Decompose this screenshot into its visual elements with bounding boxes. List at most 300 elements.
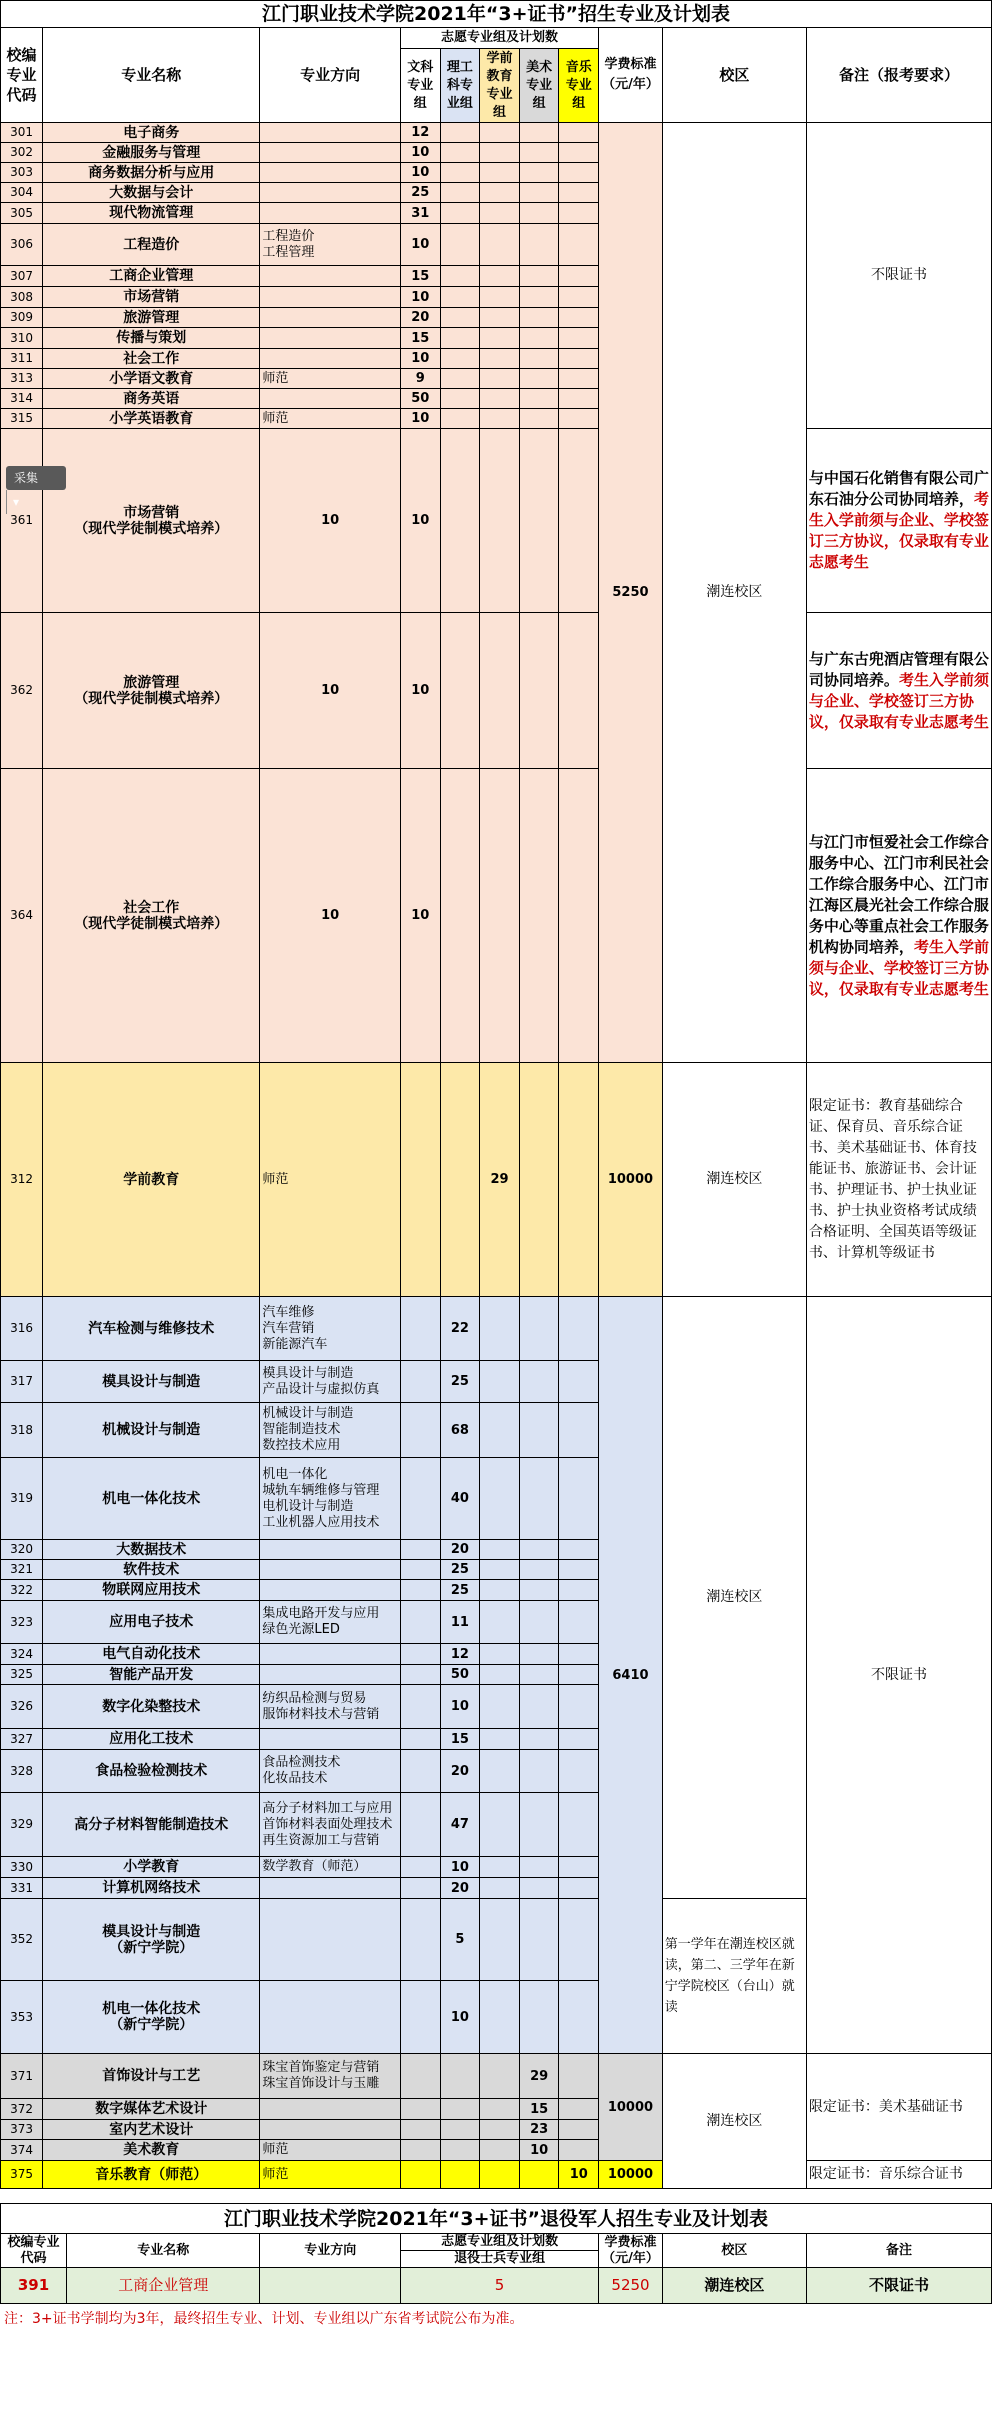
meishu-count: 23 [519,2120,559,2140]
xueqian-count [480,2054,520,2099]
ligong-count [440,328,480,349]
veteran-direction-header: 专业方向 [260,2234,401,2268]
ligong-count: 20 [440,1878,480,1899]
remarks [806,429,991,613]
major-code: 320 [1,1540,43,1560]
veteran-code-header: 校编专业代码 [1,2234,67,2268]
major-code: 375 [1,2161,43,2189]
yinyue-count [559,1580,599,1601]
yinyue-count [559,1361,599,1403]
wenke-count [400,1297,440,1361]
yinyue-count [559,1560,599,1580]
meishu-count [519,1580,559,1601]
ligong-count: 50 [440,1665,480,1685]
major-name: 现代物流管理 [43,203,260,224]
tuition-fee: 10000 [599,2161,663,2189]
yinyue-count [559,224,599,266]
wenke-count: 10 [400,224,440,266]
remark-partner: 与广东古兜酒店管理有限公司协同培养。 [808,649,989,689]
meishu-count [519,1981,559,2054]
meishu-count [519,1540,559,1560]
major-direction [260,328,401,349]
yinyue-count [559,1878,599,1899]
campus: 潮连校区 [662,1063,806,1297]
major-direction: 机电一体化 城轨车辆维修与管理 电机设计与制造 工业机器人应用技术 [260,1458,401,1540]
xueqian-count [480,143,520,163]
major-direction [260,123,401,143]
major-code: 313 [1,369,43,389]
ligong-count: 40 [440,1458,480,1540]
group-header: 志愿专业组及计划数 [400,28,598,49]
meishu-count [519,308,559,328]
major-name: 软件技术 [43,1560,260,1580]
major-name: 电气自动化技术 [43,1644,260,1665]
veteran-subgroup-header: 退役士兵专业组 [400,2251,598,2268]
remark-requirement: 考生入学前须与企业、学校签订三方协议，仅录取有专业志愿考生 [808,670,989,731]
major-direction [260,163,401,183]
major-name: 市场营销 （现代学徒制模式培养） [43,429,260,613]
major-code: 372 [1,2099,43,2120]
meishu-count [519,224,559,266]
wenke-count [400,1750,440,1793]
ligong-count [440,369,480,389]
remarks: 限定证书：教育基础综合证、保育员、音乐综合证书、美术基础证书、体育技能证书、旅游证书、会计证书、护理证书、护士执业证书、护士执业资格考试成绩合格证明、全国英语等级证书、计算机等级证书 [806,1063,991,1297]
xueqian-count [480,389,520,409]
wenke-count [400,1403,440,1458]
wenke-count: 31 [400,203,440,224]
meishu-count [519,1063,559,1297]
ligong-count [440,143,480,163]
major-name: 工程造价 [43,224,260,266]
major-code: 306 [1,224,43,266]
xueqian-count [480,349,520,369]
xueqian-count [480,1403,520,1458]
yinyue-count [559,143,599,163]
meishu-count [519,1685,559,1729]
major-name: 音乐教育（师范） [43,2161,260,2189]
major-name: 电子商务 [43,123,260,143]
yinyue-count [559,1540,599,1560]
campus-header: 校区 [662,28,806,123]
yinyue-count [559,1899,599,1981]
major-code: 303 [1,163,43,183]
major-direction [260,143,401,163]
major-code: 352 [1,1899,43,1981]
meishu-count [519,429,559,613]
wenke-count [400,2161,440,2189]
major-direction: 纺织品检测与贸易 服饰材料技术与营销 [260,1685,401,1729]
yinyue-count [559,266,599,287]
xueqian-count [480,183,520,203]
major-name: 学前教育 [43,1063,260,1297]
major-code: 312 [1,1063,43,1297]
wenke-count [400,1580,440,1601]
meishu-count: 10 [519,2140,559,2161]
major-direction: 模具设计与制造 产品设计与虚拟仿真 [260,1361,401,1403]
major-direction [260,1899,401,1981]
major-name: 小学语文教育 [43,369,260,389]
wenke-count [400,1458,440,1540]
xueqian-count [480,1601,520,1644]
yinyue-count [559,1750,599,1793]
major-direction [260,1644,401,1665]
xueqian-count [480,123,520,143]
yinyue-count [559,1458,599,1540]
collect-dropdown[interactable] [6,466,66,509]
wenke-count: 10 [400,409,440,429]
yinyue-count [559,369,599,389]
ligong-count [440,429,480,613]
tuition-fee: 10000 [599,2054,663,2161]
meishu-count [519,183,559,203]
major-direction [260,349,401,369]
major-name: 模具设计与制造 （新宁学院） [43,1899,260,1981]
collect-label: 采集 [14,471,39,485]
ligong-count [440,287,480,308]
major-code: 324 [1,1644,43,1665]
meishu-count [519,1644,559,1665]
meishu-group-header: 美术专业组 [519,49,559,123]
wenke-count [400,1857,440,1878]
meishu-count [519,2161,559,2189]
major-name: 旅游管理 [43,308,260,328]
campus: 第一学年在潮连校区就读，第二、三学年在新宁学院校区（台山）就读 [662,1899,806,2054]
wenke-count: 25 [400,183,440,203]
xueqian-group-header: 学前教育专业组 [480,49,520,123]
yinyue-count [559,2120,599,2140]
xueqian-count [480,1665,520,1685]
meishu-count [519,266,559,287]
ligong-count [440,1063,480,1297]
yinyue-count [559,1644,599,1665]
meishu-count [519,143,559,163]
ligong-count: 20 [440,1540,480,1560]
major-code: 328 [1,1750,43,1793]
page-title: 江门职业技术学院2021年“3+证书”招生专业及计划表 [0,0,992,27]
wenke-count: 10 [400,143,440,163]
yinyue-count [559,2140,599,2161]
wenke-count [400,1729,440,1750]
major-code: 371 [1,2054,43,2099]
ligong-count: 15 [440,1729,480,1750]
xueqian-count [480,2161,520,2189]
wenke-count: 12 [400,123,440,143]
yinyue-count [559,1685,599,1729]
major-direction [260,1560,401,1580]
footnote: 注：3+证书学制均为3年，最终招生专业、计划、专业组以广东省考试院公布为准。 [4,2311,524,2327]
meishu-count [519,163,559,183]
tuition-fee: 5250 [599,123,663,1063]
major-name: 机械设计与制造 [43,1403,260,1458]
table-row [1,613,992,769]
ligong-count [440,389,480,409]
xueqian-count [480,1981,520,2054]
fee-header: 学费标准（元/年） [599,28,663,123]
major-code: 353 [1,1981,43,2054]
wenke-count: 10 [400,429,440,613]
xueqian-count [480,369,520,389]
yinyue-count [559,328,599,349]
major-name: 物联网应用技术 [43,1580,260,1601]
veteran-fee-header: 学费标准（元/年） [599,2234,663,2268]
xueqian-count [480,1729,520,1750]
remark-partner: 与江门市恒爱社会工作综合服务中心、江门市利民社会工作综合服务中心、江门市江海区晨光社会工作综合服务中心等重点社会工作服务机构协同培养， [808,832,989,956]
ligong-count [440,2120,480,2140]
major-name: 市场营销 [43,287,260,308]
remarks [806,769,991,1063]
major-code: 309 [1,308,43,328]
name-header: 专业名称 [43,28,260,123]
wenke-count: 10 [400,613,440,769]
major-direction [260,308,401,328]
xueqian-count [480,769,520,1063]
major-name: 智能产品开发 [43,1665,260,1685]
yinyue-group-header: 音乐专业组 [559,49,599,123]
meishu-count [519,1857,559,1878]
major-direction [260,1580,401,1601]
yinyue-count [559,2099,599,2120]
ligong-count [440,203,480,224]
remarks: 限定证书：音乐综合证书 [806,2161,991,2189]
major-code: 316 [1,1297,43,1361]
meishu-count: 15 [519,2099,559,2120]
meishu-count [519,328,559,349]
wenke-count [400,1644,440,1665]
xueqian-count [480,1297,520,1361]
chevron-down-icon: ▾ [6,490,25,514]
yinyue-count [559,769,599,1063]
ligong-count: 11 [440,1601,480,1644]
major-code: 304 [1,183,43,203]
wenke-count [400,1981,440,2054]
wenke-count: 15 [400,328,440,349]
major-code: 308 [1,287,43,308]
major-name: 传播与策划 [43,328,260,349]
major-code: 310 [1,328,43,349]
major-direction: 师范 [260,409,401,429]
yinyue-count [559,163,599,183]
ligong-group-header: 理工科专业组 [440,49,480,123]
major-code: 301 [1,123,43,143]
major-direction [260,1665,401,1685]
major-name: 商务英语 [43,389,260,409]
wenke-count [400,1665,440,1685]
major-direction [260,203,401,224]
yinyue-count [559,1403,599,1458]
ligong-count [440,613,480,769]
meishu-count [519,369,559,389]
direction-header: 专业方向 [260,28,401,123]
veteran-count: 5 [400,2268,598,2304]
major-code: 330 [1,1857,43,1878]
xueqian-count [480,1750,520,1793]
major-name: 室内艺术设计 [43,2120,260,2140]
yinyue-count [559,1729,599,1750]
meishu-count [519,1878,559,1899]
major-code: 305 [1,203,43,224]
ligong-count [440,2054,480,2099]
ligong-count [440,123,480,143]
major-name: 机电一体化技术 （新宁学院） [43,1981,260,2054]
xueqian-count [480,1458,520,1540]
yinyue-count [559,1857,599,1878]
xueqian-count [480,429,520,613]
ligong-count: 10 [440,1857,480,1878]
ligong-count [440,266,480,287]
remark-requirement: 考生入学前须与企业、学校签订三方协议，仅录取有专业志愿考生 [808,490,989,571]
table-row [1,2054,992,2099]
wenke-count [400,1540,440,1560]
major-name: 应用电子技术 [43,1601,260,1644]
major-code: 323 [1,1601,43,1644]
meishu-count [519,409,559,429]
xueqian-count [480,409,520,429]
table-row [1,123,992,143]
ligong-count [440,308,480,328]
major-code: 317 [1,1361,43,1403]
wenke-count [400,2099,440,2120]
xueqian-count: 29 [480,1063,520,1297]
veteran-direction [260,2268,401,2304]
major-code: 326 [1,1685,43,1729]
meishu-count [519,1297,559,1361]
ligong-count: 22 [440,1297,480,1361]
veteran-header-row [1,2234,992,2251]
xueqian-count [480,1685,520,1729]
major-name: 金融服务与管理 [43,143,260,163]
xueqian-count [480,1540,520,1560]
xueqian-count [480,163,520,183]
wenke-count [400,1878,440,1899]
veteran-campus-header: 校区 [662,2234,806,2268]
code-header: 校编专业代码 [1,28,43,123]
yinyue-count [559,409,599,429]
ligong-count: 68 [440,1403,480,1458]
major-code: 307 [1,266,43,287]
xueqian-count [480,2140,520,2161]
major-direction [260,2099,401,2120]
meishu-count [519,1793,559,1857]
veteran-group-header: 志愿专业组及计划数 [400,2234,598,2251]
wenke-count [400,2120,440,2140]
wenke-count [400,1899,440,1981]
table-row [1,429,992,613]
xueqian-count [480,224,520,266]
wenke-count: 10 [400,349,440,369]
ligong-count: 25 [440,1361,480,1403]
table-row [1,769,992,1063]
major-direction [260,389,401,409]
meishu-count [519,1601,559,1644]
yinyue-count [559,1793,599,1857]
ligong-count: 25 [440,1580,480,1601]
major-name: 小学英语教育 [43,409,260,429]
major-direction: 数学教育（师范） [260,1857,401,1878]
major-direction: 食品检测技术 化妆品技术 [260,1750,401,1793]
veteran-table [0,2233,992,2304]
wenke-group-header: 文科专业组 [400,49,440,123]
major-direction [260,287,401,308]
wenke-count [400,1601,440,1644]
yinyue-count [559,389,599,409]
wenke-count [400,1685,440,1729]
major-direction [260,1540,401,1560]
xueqian-count [480,1793,520,1857]
major-name: 商务数据分析与应用 [43,163,260,183]
major-name: 首饰设计与工艺 [43,2054,260,2099]
major-direction: 师范 [260,1063,401,1297]
yinyue-count [559,1665,599,1685]
meishu-count: 29 [519,2054,559,2099]
major-code: 329 [1,1793,43,1857]
wenke-count: 15 [400,266,440,287]
wenke-count [400,1793,440,1857]
major-code: 374 [1,2140,43,2161]
ligong-count: 47 [440,1793,480,1857]
xueqian-count [480,2120,520,2140]
meishu-count [519,1403,559,1458]
wenke-count: 10 [400,163,440,183]
major-code: 319 [1,1458,43,1540]
campus: 潮连校区 [662,2054,806,2189]
major-direction: 10 [260,769,401,1063]
meishu-count [519,349,559,369]
meishu-count [519,613,559,769]
veteran-fee: 5250 [599,2268,663,2304]
xueqian-count [480,1899,520,1981]
major-direction: 集成电路开发与应用 绿色光源LED [260,1601,401,1644]
major-name: 数字化染整技术 [43,1685,260,1729]
major-code: 364 [1,769,43,1063]
veteran-code: 391 [1,2268,67,2304]
major-code: 361 [1,429,43,613]
major-name: 数字媒体艺术设计 [43,2099,260,2120]
yinyue-count [559,613,599,769]
major-name: 汽车检测与维修技术 [43,1297,260,1361]
ligong-count [440,2140,480,2161]
meishu-count [519,1899,559,1981]
ligong-count: 12 [440,1644,480,1665]
meishu-count [519,1729,559,1750]
major-code: 322 [1,1580,43,1601]
major-code: 314 [1,389,43,409]
major-code: 331 [1,1878,43,1899]
major-name: 小学教育 [43,1857,260,1878]
xueqian-count [480,1857,520,1878]
major-name: 社会工作 （现代学徒制模式培养） [43,769,260,1063]
major-direction: 师范 [260,369,401,389]
major-name: 美术教育 [43,2140,260,2161]
veteran-name: 工商企业管理 [67,2268,260,2304]
campus: 潮连校区 [662,123,806,1063]
major-direction: 10 [260,429,401,613]
wenke-count [400,2140,440,2161]
veteran-title: 江门职业技术学院2021年“3+证书”退役军人招生专业及计划表 [0,2203,992,2233]
meishu-count [519,1750,559,1793]
ligong-count [440,163,480,183]
major-name: 大数据技术 [43,1540,260,1560]
xueqian-count [480,1580,520,1601]
ligong-count: 10 [440,1685,480,1729]
major-direction [260,2120,401,2140]
meishu-count [519,389,559,409]
wenke-count: 10 [400,287,440,308]
xueqian-count [480,613,520,769]
major-code: 315 [1,409,43,429]
major-code: 373 [1,2120,43,2140]
ligong-count: 20 [440,1750,480,1793]
yinyue-count [559,429,599,613]
